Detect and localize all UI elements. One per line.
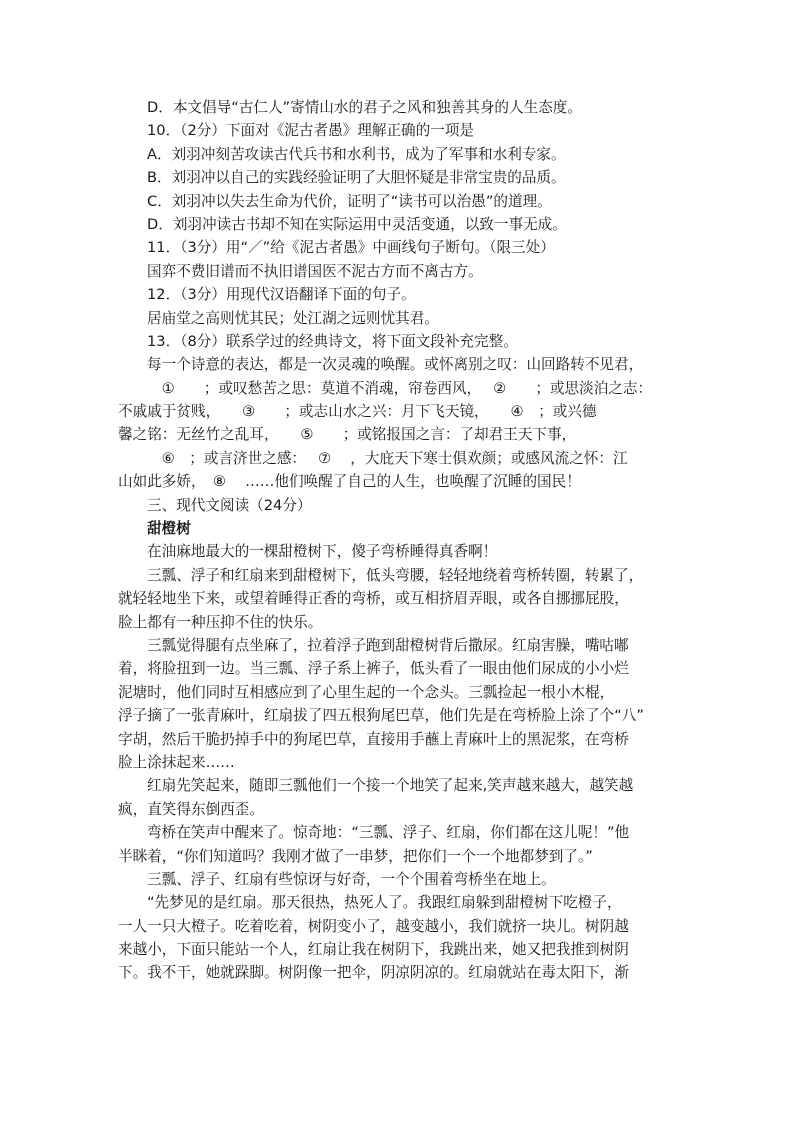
text-line: 脸上涂抹起来……: [118, 753, 235, 771]
text-line: ⑥ ；或言济世之感： ⑦ ，大庇天下寒士俱欢颜；或感风流之怀：江: [147, 449, 628, 467]
text-line: A．刘羽冲刻苦攻读古代兵书和水利书，成为了军事和水利专家。: [147, 145, 566, 163]
text-line: 13．（8分）联系学过的经典诗文，将下面文段补充完整。: [147, 332, 518, 350]
text-line: 不戚戚于贫贱， ③ ；或志山水之兴：月下飞天镜， ④ ；或兴德: [118, 403, 597, 421]
text-line: 着，将脸扭到一边。当三瓢、浮子系上裤子，低头看了一眼由他们尿成的小小烂: [118, 660, 629, 678]
text-line: 三瓢、浮子、红扇有些惊讶与好奇，一个个围着弯桥坐在地上。: [147, 870, 556, 888]
text-line: 三、现代文阅读（24分）: [147, 496, 312, 514]
text-line: B．刘羽冲以自己的实践经验证明了大胆怀疑是非常宝贵的品质。: [147, 169, 566, 187]
text-line: 红扇先笑起来，随即三瓢他们一个接一个地笑了起来,笑声越来越大，越笑越: [147, 777, 634, 795]
text-line: 在油麻地最大的一棵甜橙树下，傻子弯桥睡得真香啊！: [147, 543, 498, 561]
text-line: 下。我不干，她就跺脚。树阴像一把伞，阴凉阴凉的。红扇就站在毒太阳下，渐: [118, 964, 629, 982]
text-line: ① ；或叹愁苦之思：莫道不消魂，帘卷西风， ② ；或思淡泊之志：: [147, 379, 653, 397]
document-page: [118, 96, 678, 985]
text-line: 三瓢、浮子和红扇来到甜橙树下，低头弯腰，轻轻地绕着弯桥转圈，转累了，: [147, 566, 644, 584]
text-line: “先梦见的是红扇。那天很热，热死人了。我跟红扇躲到甜橙树下吃橙子，: [147, 894, 622, 912]
text-line: 10．（2分）下面对《泥古者愚》理解正确的一项是: [147, 122, 475, 140]
text-line: 泥塘时，他们同时互相感应到了心里生起的一个念头。三瓢捡起一根小木棍，: [118, 683, 615, 701]
text-line: 国弈不费旧谱而不执旧谱国医不泥古方而不离古方。: [147, 262, 483, 280]
text-line: 一人一只大橙子。吃着吃着，树阴变小了，越变越小，我们就挤一块儿。树阴越: [118, 917, 629, 935]
text-line: 弯桥在笑声中醒来了。惊奇地：“三瓢、浮子、红扇，你们都在这儿呢！”他: [147, 824, 630, 842]
text-line: 每一个诗意的表达，都是一次灵魂的唤醒。或怀离别之叹：山回路转不见君，: [147, 356, 644, 374]
text-line: 疯，直笑得东倒西歪。: [118, 800, 264, 818]
text-line: 浮子摘了一张青麻叶，红扇拔了四五根狗尾巴草，他们先是在弯桥脸上涂了个“八”: [118, 707, 644, 725]
text-line: 山如此多娇， ⑧ ……他们唤醒了自己的人生，也唤醒了沉睡的国民！: [118, 473, 581, 491]
text-line: 来越小，下面只能站一个人，红扇让我在树阴下，我跳出来，她又把我推到树阴: [118, 941, 629, 959]
text-line: 馨之铭：无丝竹之乱耳， ⑤ ；或铭报国之言：了却君王天下事，: [118, 426, 577, 444]
text-line: D．刘羽冲读古书却不知在实际运用中灵活变通，以致一事无成。: [147, 215, 567, 233]
text-line: 12．（3分）用现代汉语翻译下面的句子。: [147, 286, 416, 304]
text-line: 三瓢觉得腿有点坐麻了，拉着浮子跑到甜橙树背后撒尿。红扇害臊，嘴咕嘟: [147, 636, 629, 654]
text-line: 11．（3分）用“／”给《泥古者愚》中画线句子断句。（限三处）: [147, 239, 555, 257]
text-line: C．刘羽冲以失去生命为代价，证明了“读书可以治愚”的道理。: [147, 192, 552, 210]
section-title: 甜橙树: [147, 520, 191, 538]
text-line: 就轻轻地坐下来，或望着睡得正香的弯桥，或互相挤眉弄眼，或各自挪挪屁股，: [118, 590, 629, 608]
text-line: 字胡，然后干脆扔掉手中的狗尾巴草，直接用手蘸上青麻叶上的黑泥浆，在弯桥: [118, 730, 629, 748]
text-line: 居庙堂之高则忧其民；处江湖之远则忧其君。: [147, 309, 439, 327]
text-line: 半眯着，“你们知道吗？我刚才做了一串梦，把你们一个一个地都梦到了。”: [118, 847, 593, 865]
text-line: 脸上都有一种压抑不住的快乐。: [118, 613, 323, 631]
text-line: D．本文倡导“古仁人”寄情山水的君子之风和独善其身的人生态度。: [147, 99, 582, 116]
